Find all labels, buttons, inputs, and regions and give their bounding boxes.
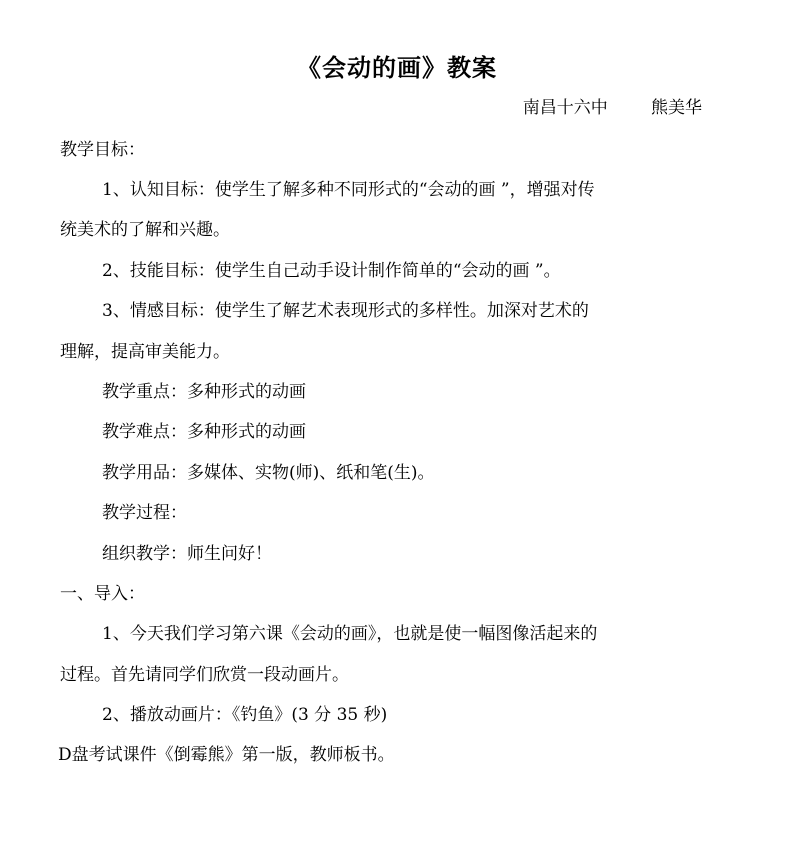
section-heading-objectives: 教学目标： [60,140,145,160]
paragraph-line: 教学用品：多媒体、实物(师)、纸和笔(生)。 [102,463,435,483]
document-title: 《会动的画》教案 [297,54,497,82]
paragraph-line: D盘考试课件《倒霉熊》第一版，教师板书。 [58,745,395,765]
paragraph-line: 3、情感目标：使学生了解艺术表现形式的多样性。加深对艺术的 [102,301,589,321]
paragraph-line: 理解，提高审美能力。 [60,342,230,362]
author-line: 南昌十六中 熊美华 [522,98,702,118]
paragraph-line: 组织教学：师生问好！ [102,544,272,564]
paragraph-line: 1、今天我们学习第六课《会动的画》，也就是使一幅图像活起来的 [102,624,598,644]
paragraph-line: 2、播放动画片：《钓鱼》(3 分 35 秒) [102,705,388,725]
paragraph-line: 教学过程： [102,503,187,523]
paragraph-line: 统美术的了解和兴趣。 [60,220,230,240]
paragraph-line: 2、技能目标：使学生自己动手设计制作简单的“会动的画 ”。 [102,261,561,281]
section-heading-intro: 一、导入： [60,584,145,604]
paragraph-line: 1、认知目标：使学生了解多种不同形式的“会动的画 ”，增强对传 [102,180,595,200]
paragraph-line: 过程。首先请同学们欣赏一段动画片。 [60,665,349,685]
paragraph-line: 教学难点：多种形式的动画 [102,422,306,442]
paragraph-line: 教学重点：多种形式的动画 [102,382,306,402]
